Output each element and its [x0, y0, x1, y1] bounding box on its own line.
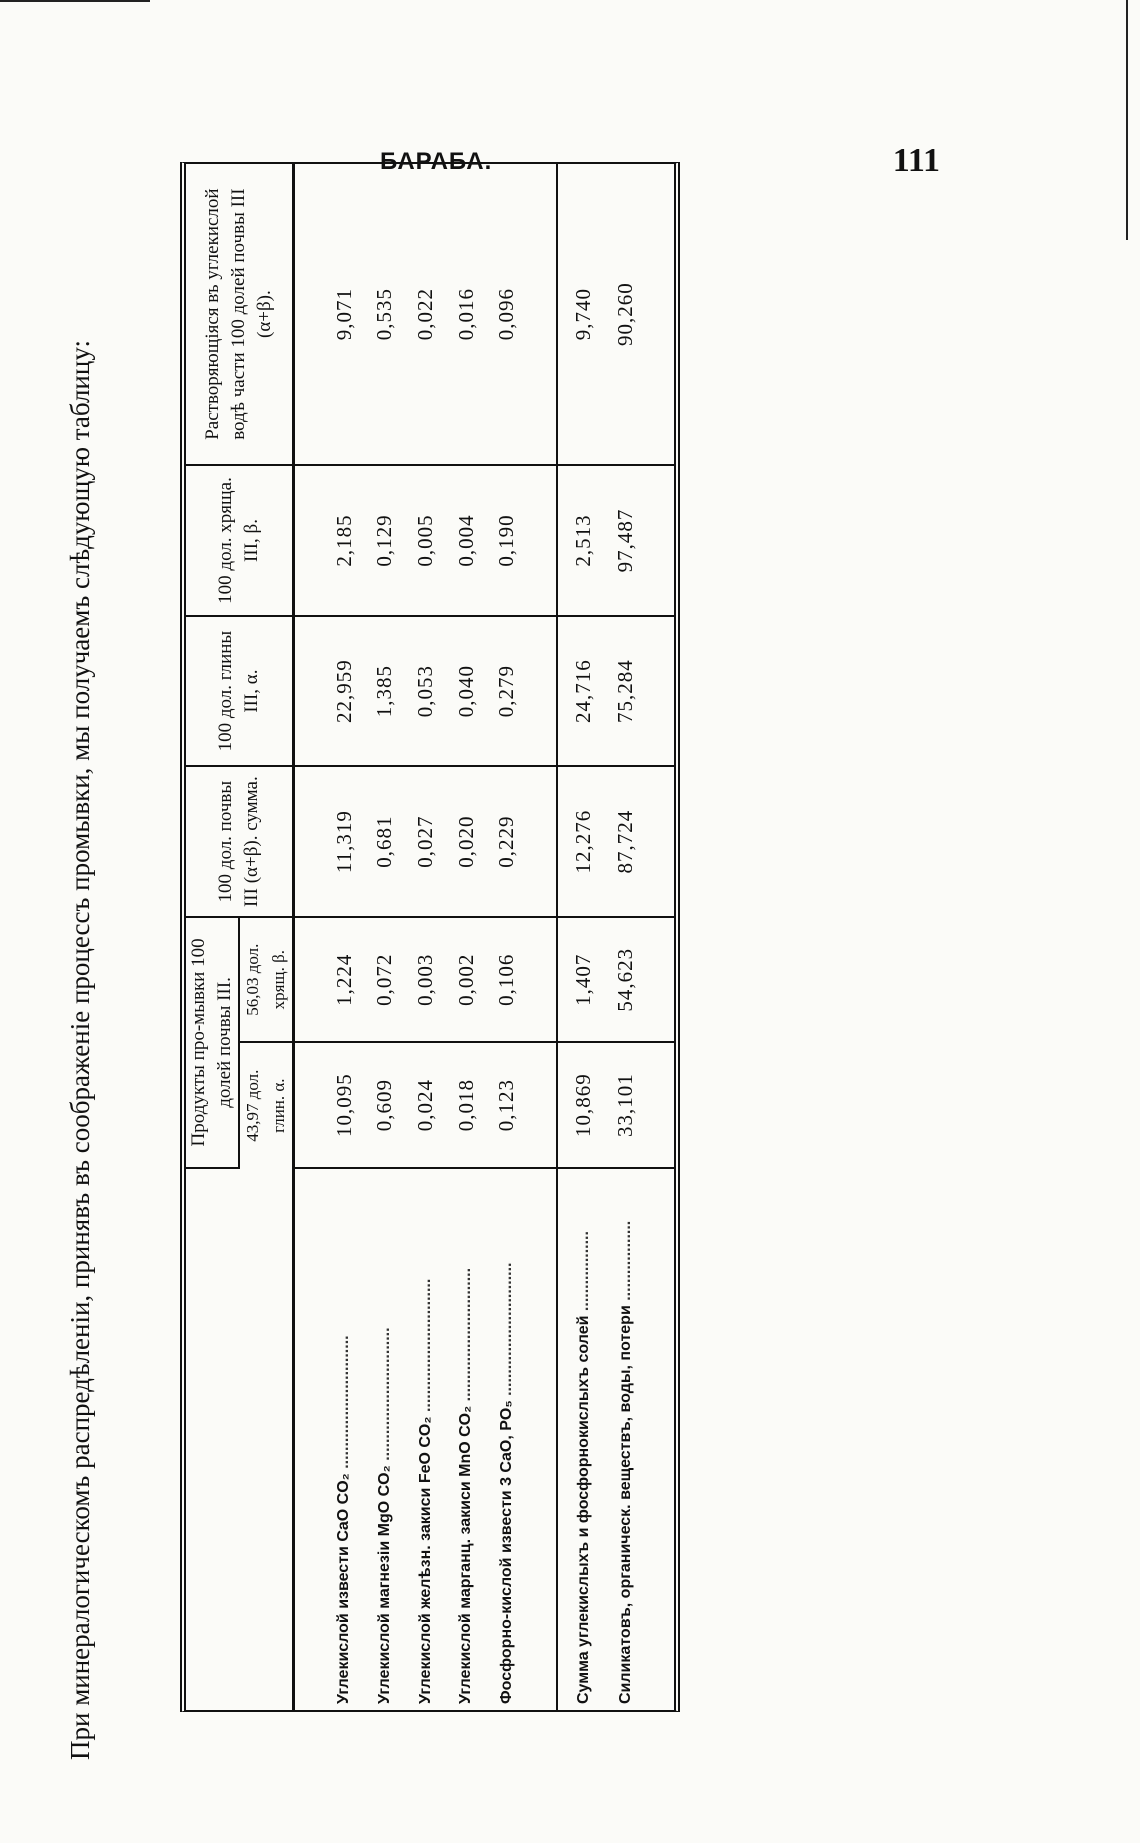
cell-b: 0,106 — [486, 917, 527, 1042]
row-label: Углекислой марганц. закиси MnO CO₂ .............................. — [457, 1267, 475, 1704]
cell-b: 1,224 — [324, 917, 365, 1042]
cell-clay: 0,040 — [446, 616, 487, 767]
header-blank — [186, 1168, 294, 1710]
cell-a: 10,869 — [557, 1042, 605, 1167]
row-label: Углекислой магнезіи MgO CO₂ .............................. — [375, 1327, 393, 1704]
cell-gravel: 97,487 — [605, 465, 646, 616]
cell-b: 0,003 — [405, 917, 446, 1042]
table-row — [405, 164, 446, 1710]
cell-a: 10,095 — [324, 1042, 365, 1167]
cell-clay: 75,284 — [605, 616, 646, 767]
row-label: Углекислой извести CaO CO₂ .............................. — [335, 1335, 353, 1704]
row-label: Фосфорно-кислой извести 3 CaO, PO₅ .............................. — [497, 1262, 515, 1704]
cell-a: 0,123 — [486, 1042, 527, 1167]
edge-mark-right — [1126, 0, 1128, 240]
running-title: БАРАБА. — [380, 148, 493, 175]
cell-b: 0,072 — [365, 917, 406, 1042]
summary-row — [605, 164, 646, 1710]
header-sum: 100 дол. почвы III (α+β). сумма. — [186, 766, 294, 917]
header-clay: 100 дол. глины III, α. — [186, 616, 294, 767]
data-table — [180, 162, 680, 1712]
page-number: 111 — [892, 142, 940, 179]
cell-soluble: 0,535 — [365, 164, 406, 465]
cell-sum: 0,027 — [405, 766, 446, 917]
table-row — [324, 164, 365, 1710]
cell-gravel: 2,185 — [324, 465, 365, 616]
cell-soluble: 0,096 — [486, 164, 527, 465]
row-label: Углекислой желѣзн. закиси FeO CO₂ .............................. — [416, 1278, 434, 1704]
cell-clay: 24,716 — [557, 616, 605, 767]
header-products: Продукты про-мывки 100 долей почвы III. — [186, 917, 239, 1168]
cell-sum: 0,681 — [365, 766, 406, 917]
cell-soluble: 90,260 — [605, 164, 646, 465]
cell-a: 0,018 — [446, 1042, 487, 1167]
cell-sum: 0,229 — [486, 766, 527, 917]
table-row — [446, 164, 487, 1710]
header-gravel: 100 дол. хряща. III, β. — [186, 465, 294, 616]
table-row — [365, 164, 406, 1710]
header-col-a: 43,97 дол. глин. α. — [239, 1042, 294, 1167]
cell-sum: 0,020 — [446, 766, 487, 917]
cell-soluble: 9,740 — [557, 164, 605, 465]
cell-clay: 0,279 — [486, 616, 527, 767]
cell-gravel: 0,004 — [446, 465, 487, 616]
table-row — [486, 164, 527, 1710]
cell-sum: 12,276 — [557, 766, 605, 917]
cell-b: 1,407 — [557, 917, 605, 1042]
row-label: Силикатовъ, органическ. веществъ, воды, потери .................. — [616, 1220, 634, 1704]
edge-mark-top — [0, 0, 150, 2]
cell-clay: 0,053 — [405, 616, 446, 767]
cell-sum: 11,319 — [324, 766, 365, 917]
cell-a: 33,101 — [605, 1042, 646, 1167]
rotated-content — [60, 120, 820, 1760]
header-soluble: Растворяющіяся въ углекислой водѣ части 100 долей почвы III (α+β). — [186, 164, 294, 465]
cell-soluble: 0,016 — [446, 164, 487, 465]
cell-b: 0,002 — [446, 917, 487, 1042]
cell-clay: 1,385 — [365, 616, 406, 767]
row-label: Сумма углекислыхъ и фосфорнокислыхъ солей .................. — [557, 1168, 605, 1710]
mineral-distribution-table — [186, 164, 674, 1710]
cell-gravel: 0,005 — [405, 465, 446, 616]
cell-soluble: 9,071 — [324, 164, 365, 465]
cell-clay: 22,959 — [324, 616, 365, 767]
summary-row — [557, 164, 605, 1710]
cell-sum: 87,724 — [605, 766, 646, 917]
cell-a: 0,024 — [405, 1042, 446, 1167]
cell-soluble: 0,022 — [405, 164, 446, 465]
cell-gravel: 0,129 — [365, 465, 406, 616]
cell-gravel: 2,513 — [557, 465, 605, 616]
intro-paragraph: При минералогическомъ распредѣленіи, принявъ въ соображеніе процессъ промывки, мы получаемъ слѣдующую таблицу: — [65, 340, 95, 1760]
cell-a: 0,609 — [365, 1042, 406, 1167]
cell-b: 54,623 — [605, 917, 646, 1042]
header-col-b: 56,03 дол. хрящ. β. — [239, 917, 294, 1042]
cell-gravel: 0,190 — [486, 465, 527, 616]
